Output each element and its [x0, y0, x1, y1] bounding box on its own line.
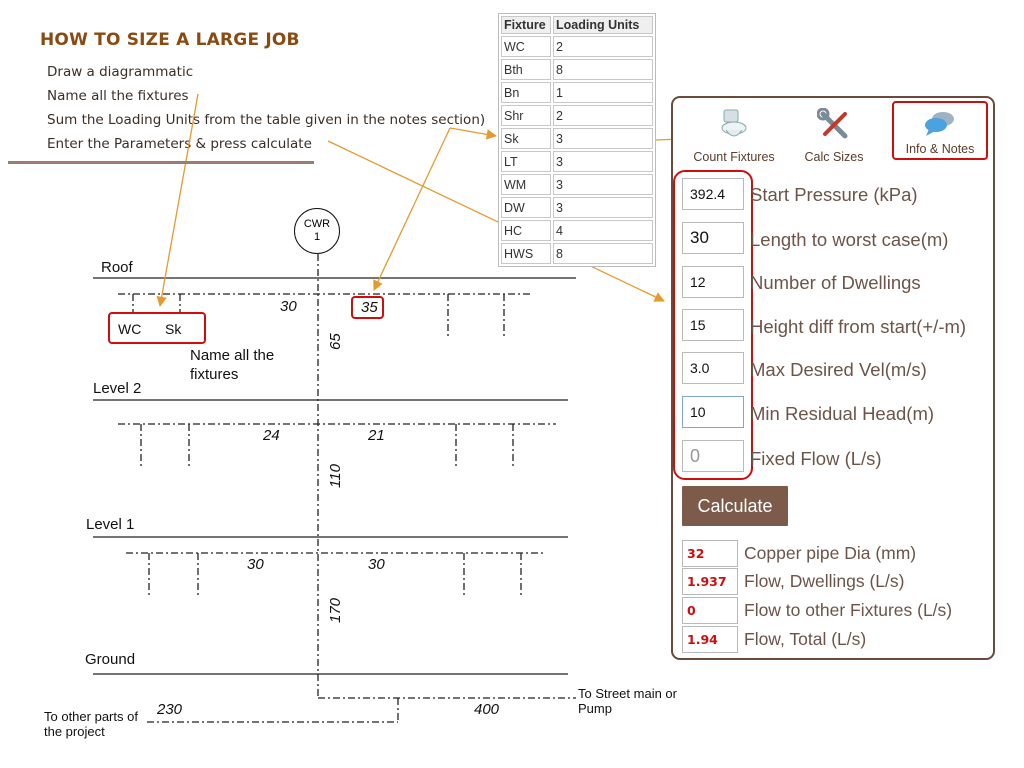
table-row — [501, 128, 653, 149]
pipe-dia-label: Copper pipe Dia (mm) — [744, 543, 917, 563]
header-loading-units: Loading Units — [553, 16, 653, 34]
fixture-sk: Sk — [165, 321, 182, 337]
table-header-row — [501, 16, 653, 34]
page-title: HOW TO SIZE A LARGE JOB — [40, 30, 300, 50]
table-cell: DW — [501, 197, 551, 218]
table-cell: Sk — [501, 128, 551, 149]
roof-right-lu-box — [351, 296, 384, 319]
to-street-label: To Street main or Pump — [578, 686, 677, 716]
pipe-right-length: 400 — [474, 701, 500, 718]
dwellings-input[interactable]: 12 — [682, 266, 744, 298]
table-cell: 1 — [553, 82, 653, 103]
speech-bubbles-icon — [923, 109, 957, 139]
fixed-flow-input[interactable]: 0 — [682, 440, 744, 472]
cwr-number: 1 — [313, 231, 321, 243]
start-pressure-label: Start Pressure (kPa) — [750, 184, 918, 205]
start-pressure-input[interactable]: 392.4 — [682, 178, 744, 210]
table-row — [501, 151, 653, 172]
table-row — [501, 243, 653, 264]
tab-calc-sizes[interactable] — [791, 106, 877, 166]
level-ground: Ground — [85, 651, 136, 668]
table-cell: WM — [501, 174, 551, 195]
level2-right-lu: 21 — [368, 427, 385, 444]
table-cell: Bth — [501, 59, 551, 80]
tab-info-notes-label: Info & Notes — [905, 142, 975, 156]
table-cell: 3 — [553, 174, 653, 195]
dwellings-label: Number of Dwellings — [750, 272, 921, 293]
table-row — [501, 220, 653, 241]
level2-left-lu: 24 — [263, 427, 280, 444]
table-cell: 2 — [553, 36, 653, 57]
tools-icon — [817, 108, 851, 142]
table-cell: Shr — [501, 105, 551, 126]
table-row — [501, 82, 653, 103]
fixture-name-box — [108, 312, 206, 344]
tab-calc-sizes-label: Calc Sizes — [804, 150, 864, 164]
arrow-loading-units — [374, 128, 450, 290]
min-residual-head-label: Min Residual Head(m) — [750, 403, 935, 424]
tab-underline — [8, 161, 314, 164]
table-cell: HC — [501, 220, 551, 241]
step-sum: Sum the Loading Units from the table given in the notes section) — [47, 112, 486, 128]
level-1: Level 1 — [86, 516, 135, 533]
arrow-table — [450, 128, 496, 136]
table-row — [501, 105, 653, 126]
flow-other-label: Flow to other Fixtures (L/s) — [744, 600, 953, 620]
table-row — [501, 174, 653, 195]
table-row — [501, 59, 653, 80]
table-cell: Bn — [501, 82, 551, 103]
flow-dwellings-label: Flow, Dwellings (L/s) — [744, 571, 905, 591]
table-cell: WC — [501, 36, 551, 57]
step-enter: Enter the Parameters & press calculate — [47, 136, 312, 152]
riser-length-mid: 110 — [327, 464, 344, 488]
table-cell: 8 — [553, 243, 653, 264]
height-diff-label: Height diff from start(+/-m) — [750, 316, 967, 337]
loading-units-table — [498, 13, 656, 267]
roof-left-lu: 30 — [280, 298, 297, 315]
cwr-label: CWR — [303, 218, 331, 230]
table-cell: 4 — [553, 220, 653, 241]
max-velocity-input[interactable]: 3.0 — [682, 352, 744, 384]
table-cell: 2 — [553, 105, 653, 126]
table-cell: LT — [501, 151, 551, 172]
fixed-flow-label: Fixed Flow (L/s) — [750, 448, 882, 469]
pipe-left-length: 230 — [157, 701, 183, 718]
table-cell: HWS — [501, 243, 551, 264]
table-cell: 3 — [553, 128, 653, 149]
flow-other-output: 0 — [682, 597, 738, 624]
step-draw: Draw a diagrammatic — [47, 64, 194, 80]
table-cell: 8 — [553, 59, 653, 80]
tab-info-notes[interactable] — [892, 101, 988, 160]
table-row — [501, 197, 653, 218]
cwr-node — [294, 208, 340, 254]
toilet-icon — [718, 108, 750, 142]
flow-total-output: 1.94 — [682, 626, 738, 653]
height-diff-input[interactable]: 15 — [682, 309, 744, 341]
step-name: Name all the fixtures — [47, 88, 189, 104]
length-worst-case-label: Length to worst case(m) — [750, 229, 949, 250]
level1-left-lu: 30 — [247, 556, 264, 573]
level-2: Level 2 — [93, 380, 142, 397]
flow-total-label: Flow, Total (L/s) — [744, 629, 867, 649]
pipe-dia-output: 32 — [682, 540, 738, 567]
level-roof: Roof — [101, 259, 133, 276]
length-worst-case-input[interactable]: 30 — [682, 222, 744, 254]
roof-right-lu: 35 — [361, 299, 378, 316]
fixture-note: Name all the fixtures — [190, 347, 275, 383]
tab-count-fixtures-label: Count Fixtures — [693, 150, 775, 164]
max-velocity-label: Max Desired Vel(m/s) — [750, 359, 927, 380]
level1-right-lu: 30 — [368, 556, 385, 573]
arrow-name-fixtures — [160, 94, 198, 306]
to-other-parts-label: To other parts of the project — [44, 709, 138, 739]
table-row — [501, 36, 653, 57]
table-cell: 3 — [553, 197, 653, 218]
min-residual-head-input[interactable]: 10 — [682, 396, 744, 428]
table-cell: 3 — [553, 151, 653, 172]
riser-length-top: 65 — [327, 333, 344, 350]
calculate-button[interactable]: Calculate — [682, 486, 788, 526]
flow-dwellings-output: 1.937 — [682, 568, 738, 595]
tab-count-fixtures[interactable] — [679, 106, 789, 166]
header-fixture: Fixture — [501, 16, 551, 34]
fixture-wc: WC — [118, 321, 142, 337]
riser-length-bottom: 170 — [327, 597, 344, 623]
